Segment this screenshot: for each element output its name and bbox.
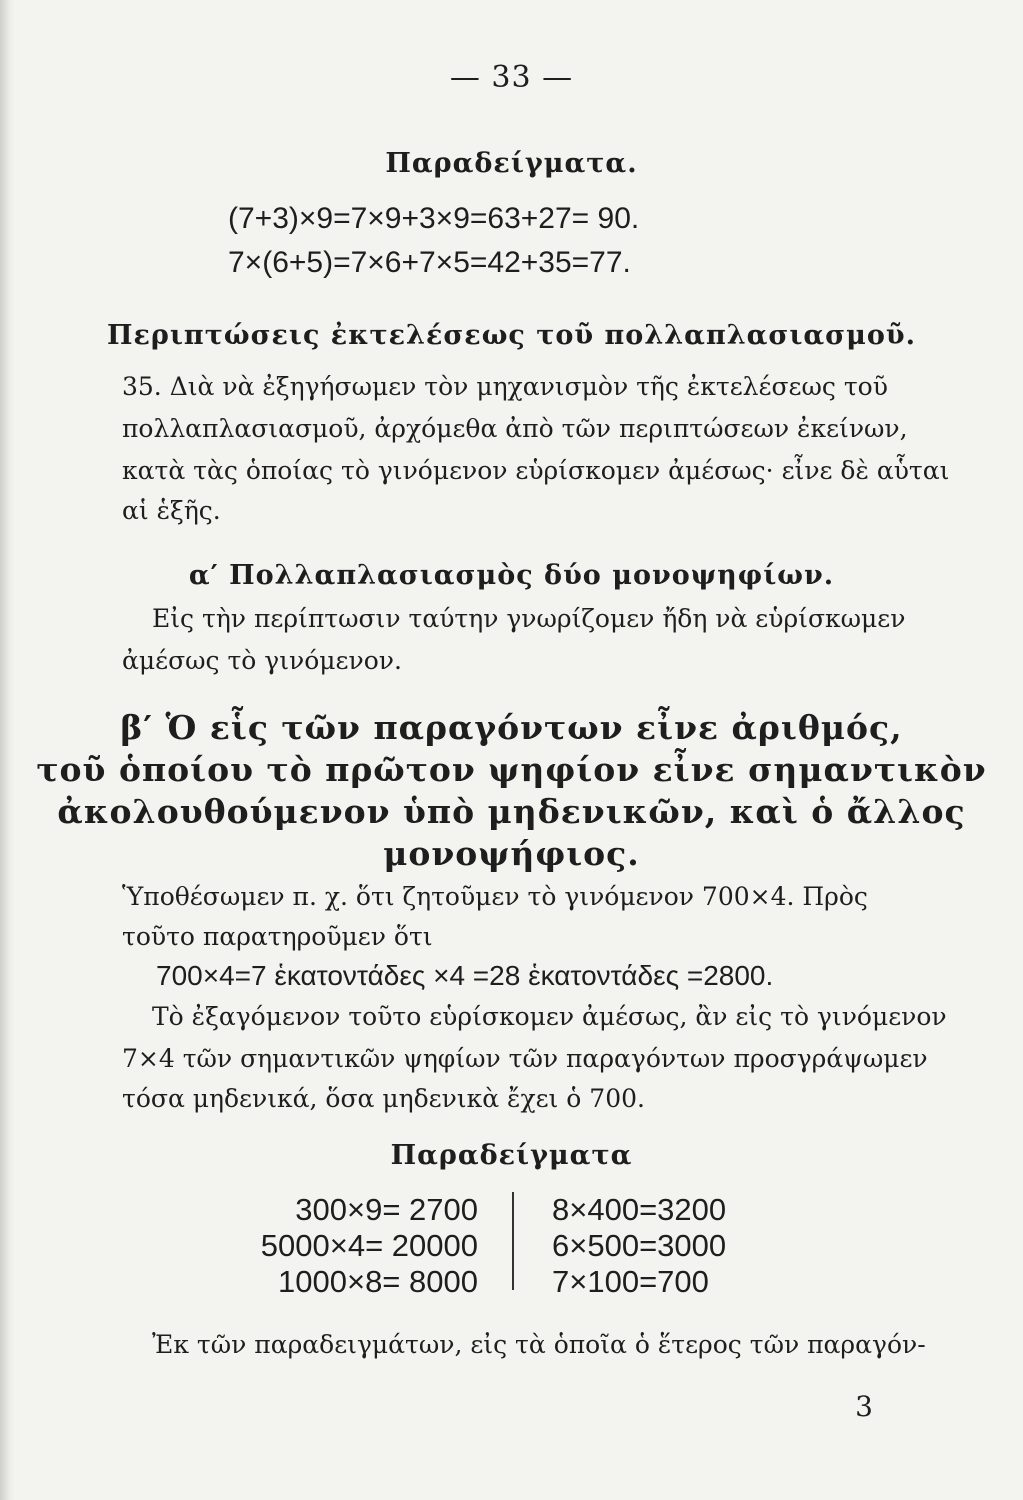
page-number: — 33 — xyxy=(449,60,574,95)
paragraph-line: Ὑποθέσωμεν π. χ. ὅτι ζητοῦμεν τὸ γινόμενον 700×4. Πρὸς xyxy=(122,882,868,911)
paragraph-line: 35. Διὰ νὰ ἐξηγήσωμεν τὸν μηχανισμὸν τῆς ἐκτελέσεως τοῦ xyxy=(122,372,888,401)
equation-line: (7+3)×9=7×9+3×9=63+27= 90. xyxy=(228,202,640,235)
heading-examples: Παραδείγματα. xyxy=(385,148,638,179)
example-right: 6×500=3000 xyxy=(552,1228,727,1263)
equation-line: 7×(6+5)=7×6+7×5=42+35=77. xyxy=(228,246,631,279)
example-left: 300×9= 2700 xyxy=(295,1192,478,1227)
column-divider xyxy=(512,1192,514,1290)
paragraph-line: αἱ ἑξῆς. xyxy=(122,496,221,525)
heading-examples: Παραδείγματα xyxy=(390,1140,633,1171)
paragraph-line: Τὸ ἐξαγόμενον τοῦτο εὑρίσκομεν ἀμέσως, ἂν εἰς τὸ γινόμενον xyxy=(152,1002,947,1031)
example-left: 5000×4= 20000 xyxy=(260,1228,478,1263)
equation-line: 700×4=7 ἑκατοντάδες ×4 =28 ἑκατοντάδες =2800. xyxy=(156,960,774,991)
paragraph-line: πολλαπλασιασμοῦ, ἀρχόμεθα ἀπὸ τῶν περιπτώσεων ἐκείνων, xyxy=(122,414,908,443)
signature-number: 3 xyxy=(855,1390,873,1423)
paragraph-line: 7×4 τῶν σημαντικῶν ψηφίων τῶν παραγόντων προσγράψωμεν xyxy=(122,1044,928,1073)
example-left: 1000×8= 8000 xyxy=(278,1264,478,1299)
example-right: 8×400=3200 xyxy=(552,1192,727,1227)
heading-cases: Περιπτώσεις ἐκτελέσεως τοῦ πολλαπλασιασμοῦ. xyxy=(107,320,916,351)
paragraph-line: τοῦτο παρατηροῦμεν ὅτι xyxy=(122,922,433,951)
paragraph-line: ἀμέσως τὸ γινόμενον. xyxy=(122,646,402,675)
paragraph-line: Εἰς τὴν περίπτωσιν ταύτην γνωρίζομεν ἤδη νὰ εὑρίσκωμεν xyxy=(152,604,906,633)
example-right: 7×100=700 xyxy=(552,1264,709,1299)
paragraph-line: κατὰ τὰς ὁποίας τὸ γινόμενον εὑρίσκομεν ἀμέσως· εἶνε δὲ αὗται xyxy=(122,456,950,485)
heading-case-b: β′ Ὁ εἷς τῶν παραγόντων εἶνε ἀριθμός, xyxy=(120,708,903,747)
heading-case-b: τοῦ ὁποίου τὸ πρῶτον ψηφίον εἶνε σημαντικὸν xyxy=(36,750,987,789)
heading-case-b: ἀκολουθούμενον ὑπὸ μηδενικῶν, καὶ ὁ ἄλλος xyxy=(57,792,966,831)
paragraph-line: Ἐκ τῶν παραδειγμάτων, εἰς τὰ ὁποῖα ὁ ἕτερος τῶν παραγόν- xyxy=(152,1330,926,1359)
paragraph-line: τόσα μηδενικά, ὅσα μηδενικὰ ἔχει ὁ 700. xyxy=(122,1084,645,1113)
heading-case-b: μονοψήφιος. xyxy=(383,834,640,873)
heading-case-a: α′ Πολλαπλασιασμὸς δύο μονοψηφίων. xyxy=(188,560,835,591)
